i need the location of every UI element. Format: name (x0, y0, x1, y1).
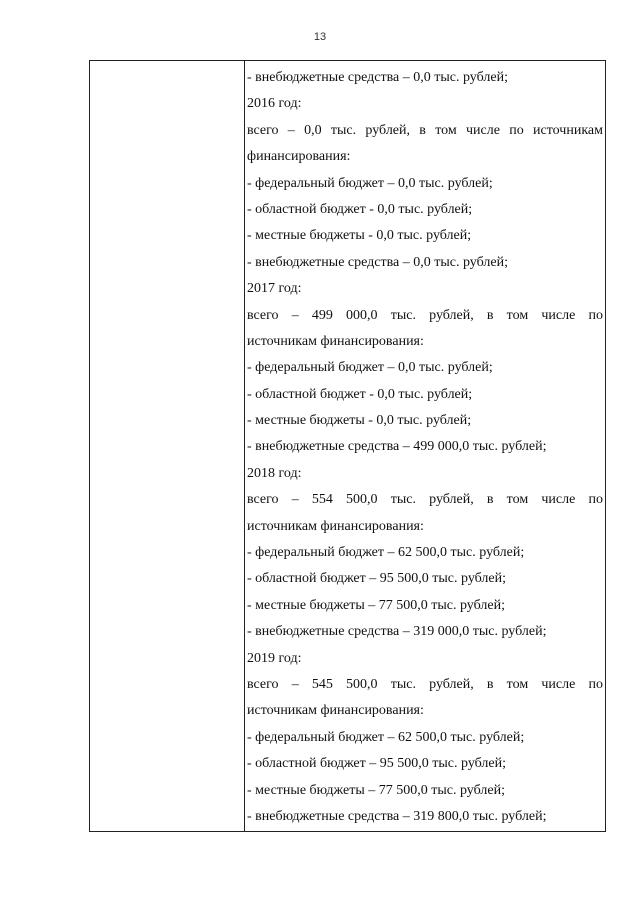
text-line: - федеральный бюджет – 0,0 тыс. рублей; (247, 175, 493, 191)
text-line: - областной бюджет - 0,0 тыс. рублей; (247, 386, 473, 402)
table-right-cell (245, 61, 605, 831)
total-line: всего – 499 000,0 тыс. рублей, в том числе по (247, 307, 603, 323)
financing-table (89, 60, 606, 832)
total-line: всего – 0,0 тыс. рублей, в том числе по источникам (247, 122, 603, 138)
text-line: источникам финансирования: (247, 703, 424, 719)
text-line: - местные бюджеты – 77 500,0 тыс. рублей; (247, 597, 505, 613)
text-line: - внебюджетные средства – 319 800,0 тыс. рублей; (247, 808, 547, 824)
text-line: - внебюджетные средства – 0,0 тыс. рублей; (247, 254, 508, 270)
year-heading: 2018 год: (247, 465, 302, 481)
text-line: - местные бюджеты - 0,0 тыс. рублей; (247, 228, 472, 244)
total-line: всего – 554 500,0 тыс. рублей, в том числе по (247, 492, 603, 508)
text-line: - местные бюджеты - 0,0 тыс. рублей; (247, 413, 472, 429)
table-left-cell (90, 61, 245, 831)
text-line: - внебюджетные средства – 0,0 тыс. рублей; (247, 70, 508, 85)
text-line: - областной бюджет – 95 500,0 тыс. рублей; (247, 571, 506, 587)
year-heading: 2019 год: (247, 650, 302, 666)
text-line: источникам финансирования: (247, 518, 424, 534)
text-line: финансирования: (247, 149, 351, 165)
text-line: - федеральный бюджет – 62 500,0 тыс. рублей; (247, 729, 525, 745)
text-line: - внебюджетные средства – 319 000,0 тыс. рублей; (247, 624, 547, 640)
text-line: - федеральный бюджет – 0,0 тыс. рублей; (247, 360, 493, 376)
text-line: источникам финансирования: (247, 333, 424, 349)
year-heading: 2016 год: (247, 96, 302, 112)
text-line: - местные бюджеты – 77 500,0 тыс. рублей; (247, 782, 505, 798)
text-line: - внебюджетные средства – 499 000,0 тыс. рублей; (247, 439, 547, 455)
page-number: 13 (313, 31, 327, 43)
year-heading: 2017 год: (247, 281, 302, 297)
text-line: - федеральный бюджет – 62 500,0 тыс. рублей; (247, 545, 525, 561)
total-line: всего – 545 500,0 тыс. рублей, в том числе по (247, 676, 603, 692)
text-line: - областной бюджет - 0,0 тыс. рублей; (247, 201, 473, 217)
text-line: - областной бюджет – 95 500,0 тыс. рублей; (247, 756, 506, 772)
